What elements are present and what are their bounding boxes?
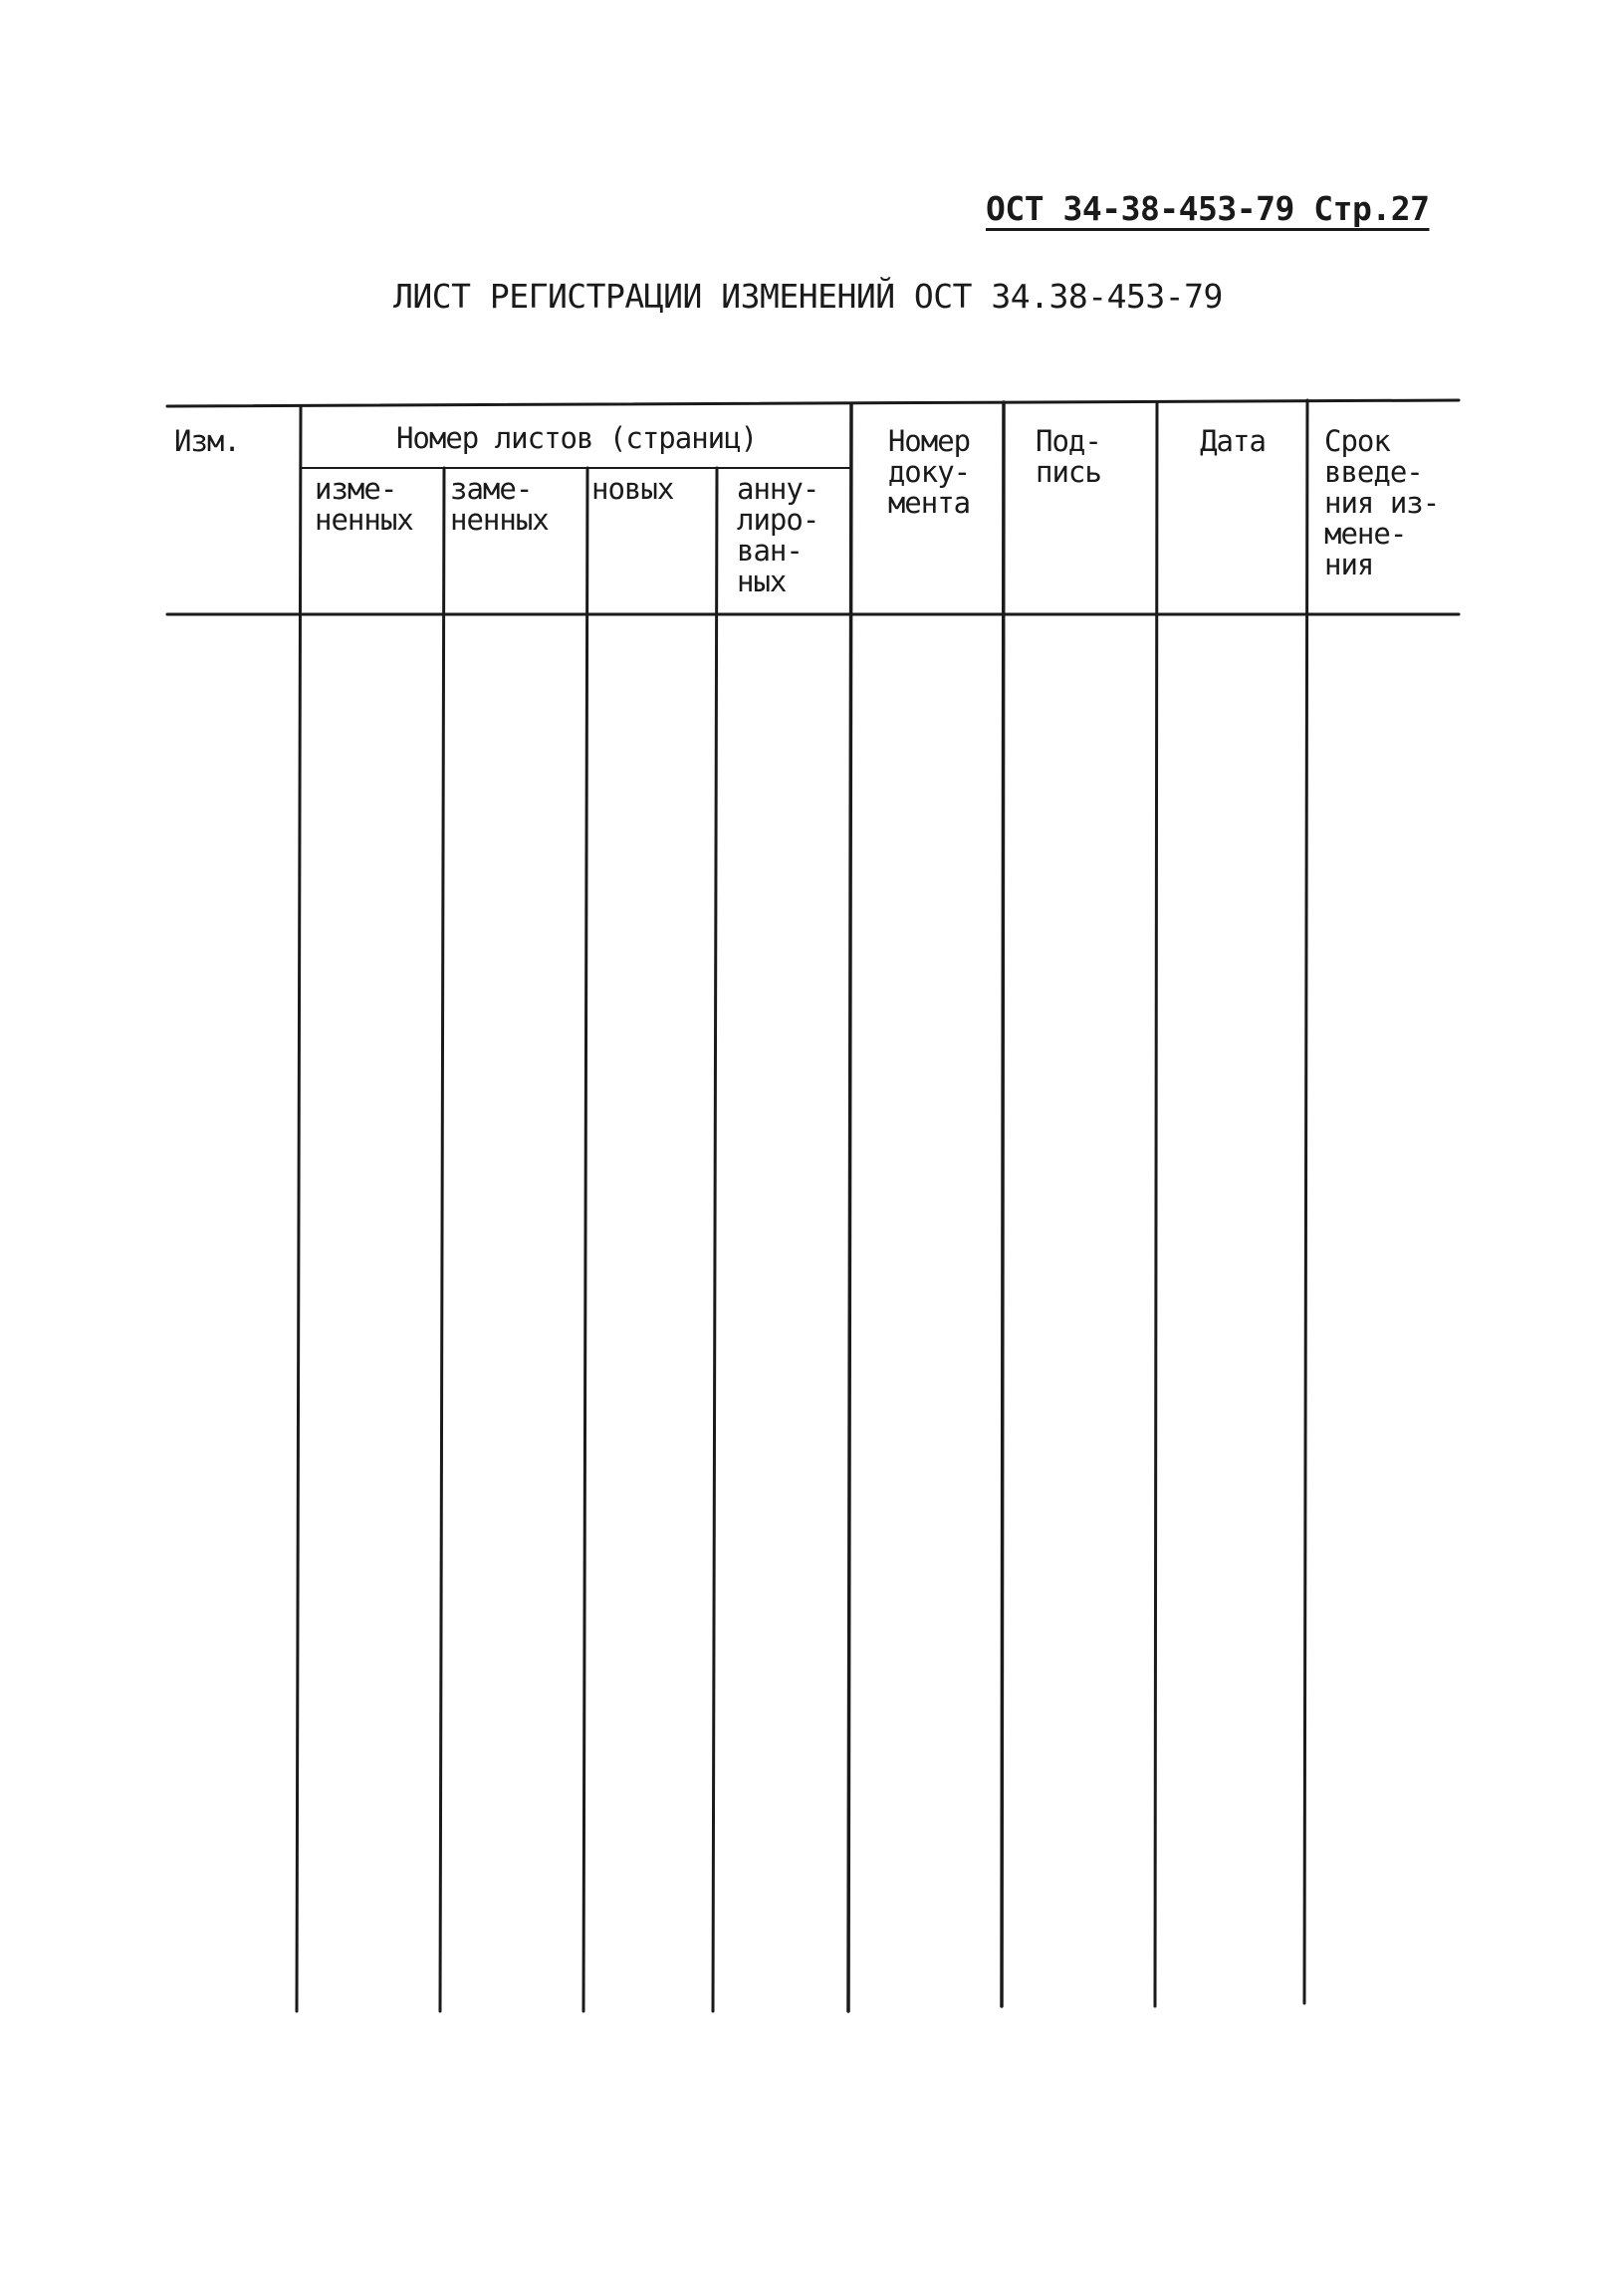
column-header-izmenennykh: изме- ненных [315, 474, 413, 537]
column-header-zamenennykh: заме- ненных [450, 474, 549, 537]
column-header-podpis: Под- пись [1036, 426, 1101, 489]
column-header-group-sheet-numbers: Номер листов (страниц) [395, 423, 758, 455]
column-line-2 [440, 468, 444, 2011]
table-top-border [167, 400, 1459, 406]
document-title: ЛИСТ РЕГИСТРАЦИИ ИЗМЕНЕНИЙ ОСТ 34.38-453-79 [393, 277, 1223, 316]
column-line-3 [583, 468, 587, 2011]
column-line-1 [297, 406, 301, 2011]
column-header-srok-vvedeniya: Срок введе- ния из- мене- ния [1324, 426, 1440, 581]
column-line-8 [1304, 400, 1307, 2003]
page-header-doc-ref: ОСТ 34-38-453-79 Стр.27 [986, 189, 1430, 228]
column-header-data: Дата [1200, 426, 1266, 458]
column-line-5 [848, 404, 851, 2011]
column-line-4 [713, 468, 717, 2011]
column-header-novykh: новых [591, 474, 674, 506]
column-header-izm: Изм. [174, 426, 240, 458]
column-header-nomer-dokumenta: Номер доку- мента [887, 426, 971, 520]
column-header-annulirovannykh: анну- лиро- ван- ных [737, 474, 819, 598]
column-line-7 [1155, 402, 1157, 2006]
column-line-6 [1002, 402, 1004, 2006]
